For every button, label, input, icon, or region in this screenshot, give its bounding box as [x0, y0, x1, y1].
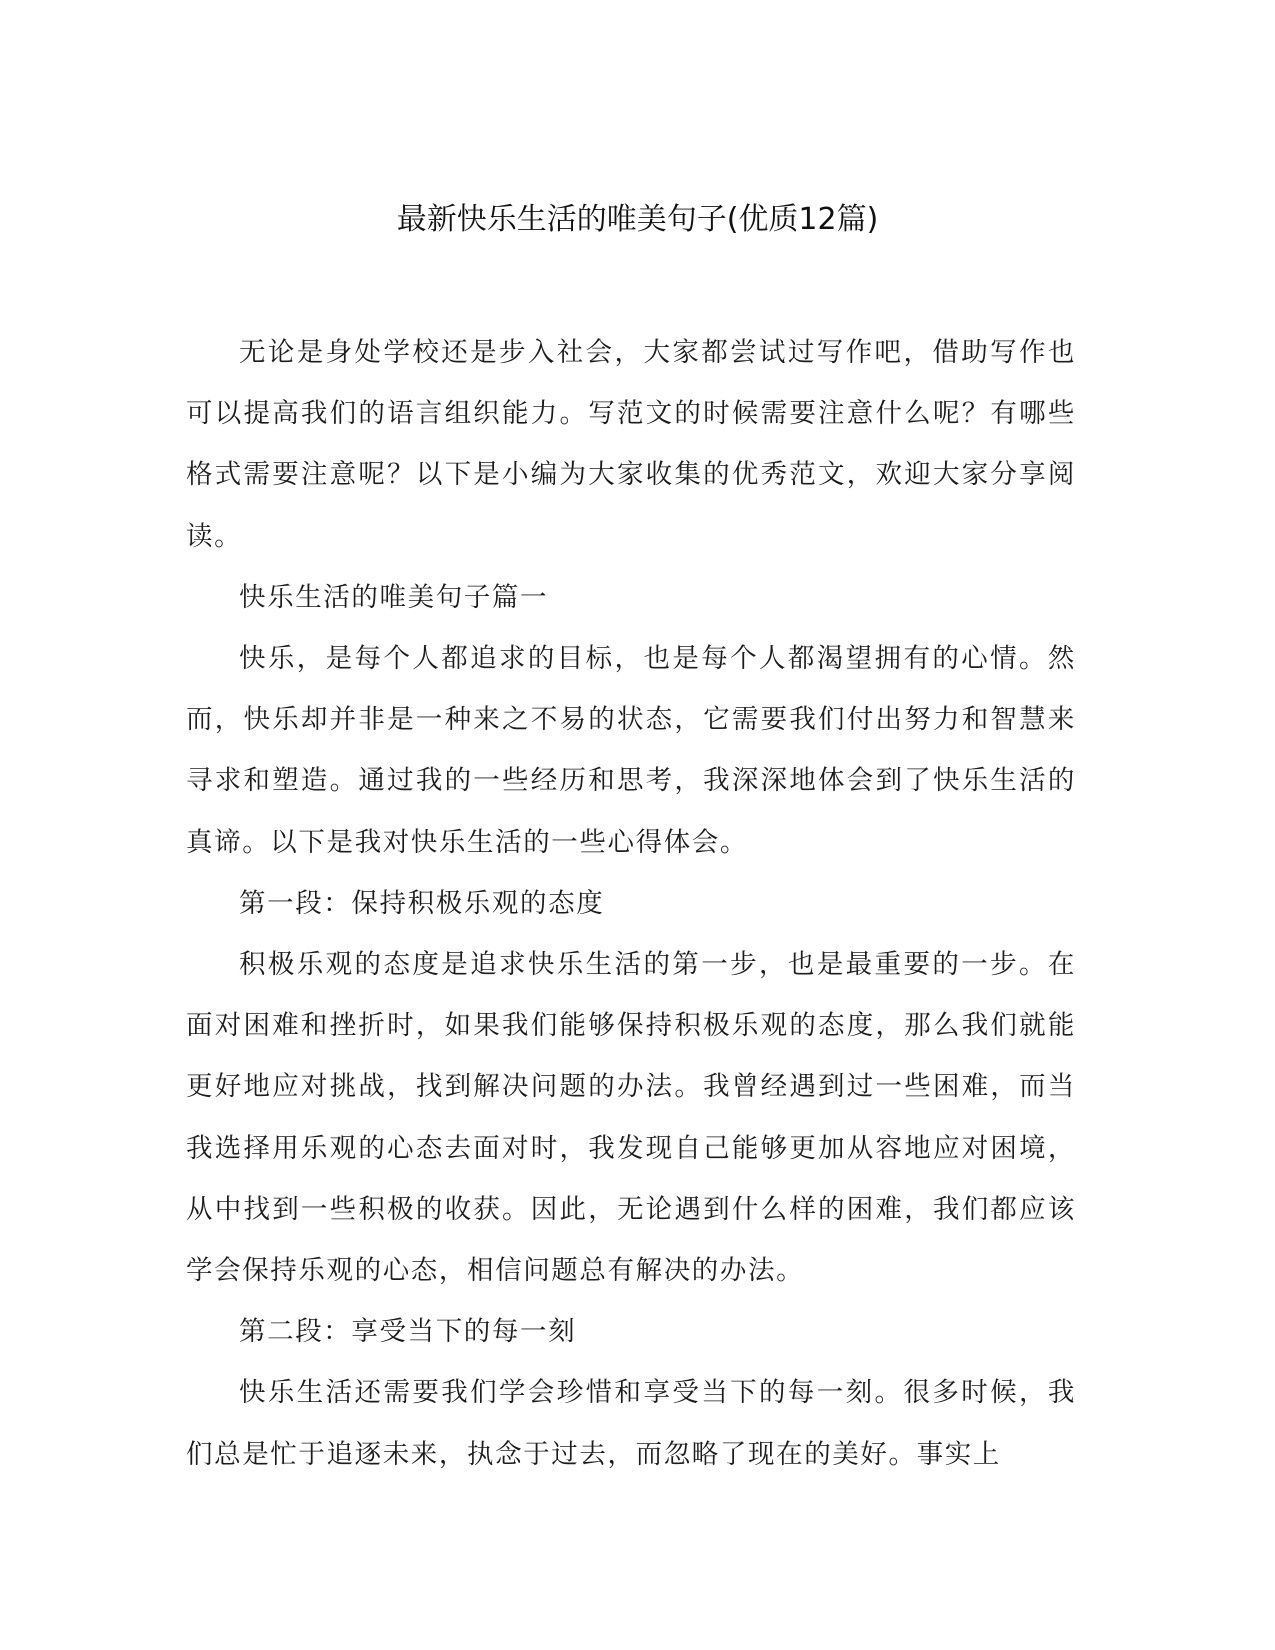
- article-one-paragraph: 快乐，是每个人都追求的目标，也是每个人都渴望拥有的心情。然而，快乐却并非是一种来之不易的状态，它需要我们付出努力和智慧来寻求和塑造。通过我的一些经历和思考，我深深地体会到了快乐生活的真谛。以下是我对快乐生活的一些心得体会。: [186, 643, 1076, 858]
- document-title: 最新快乐生活的唯美句子(优质12篇): [396, 202, 879, 237]
- part-two-paragraph: 快乐生活还需要我们学会珍惜和享受当下的每一刻。很多时候，我们总是忙于追逐未来，执念于过去，而忽略了现在的美好。事实上: [186, 1377, 1076, 1470]
- section-heading-article-one: 快乐生活的唯美句子篇一: [239, 581, 549, 613]
- document-body: [186, 322, 1076, 1485]
- section-heading-part-two: 第二段：享受当下的每一刻: [239, 1316, 577, 1348]
- intro-paragraph: 无论是身处学校还是步入社会，大家都尝试过写作吧，借助写作也可以提高我们的语言组织能力。写范文的时候需要注意什么呢？有哪些格式需要注意呢？以下是小编为大家收集的优秀范文，欢迎大家分享阅读。: [186, 337, 1076, 552]
- part-one-paragraph: 积极乐观的态度是追求快乐生活的第一步，也是最重要的一步。在面对困难和挫折时，如果我们能够保持积极乐观的态度，那么我们就能更好地应对挑战，找到解决问题的办法。我曾经遇到过一些困难，而当我选择用乐观的心态去面对时，我发现自己能够更加从容地应对困境，从中找到一些积极的收获。因此，无论遇到什么样的困难，我们都应该学会保持乐观的心态，相信问题总有解决的办法。: [186, 949, 1076, 1287]
- section-heading-part-one: 第一段：保持积极乐观的态度: [239, 887, 605, 919]
